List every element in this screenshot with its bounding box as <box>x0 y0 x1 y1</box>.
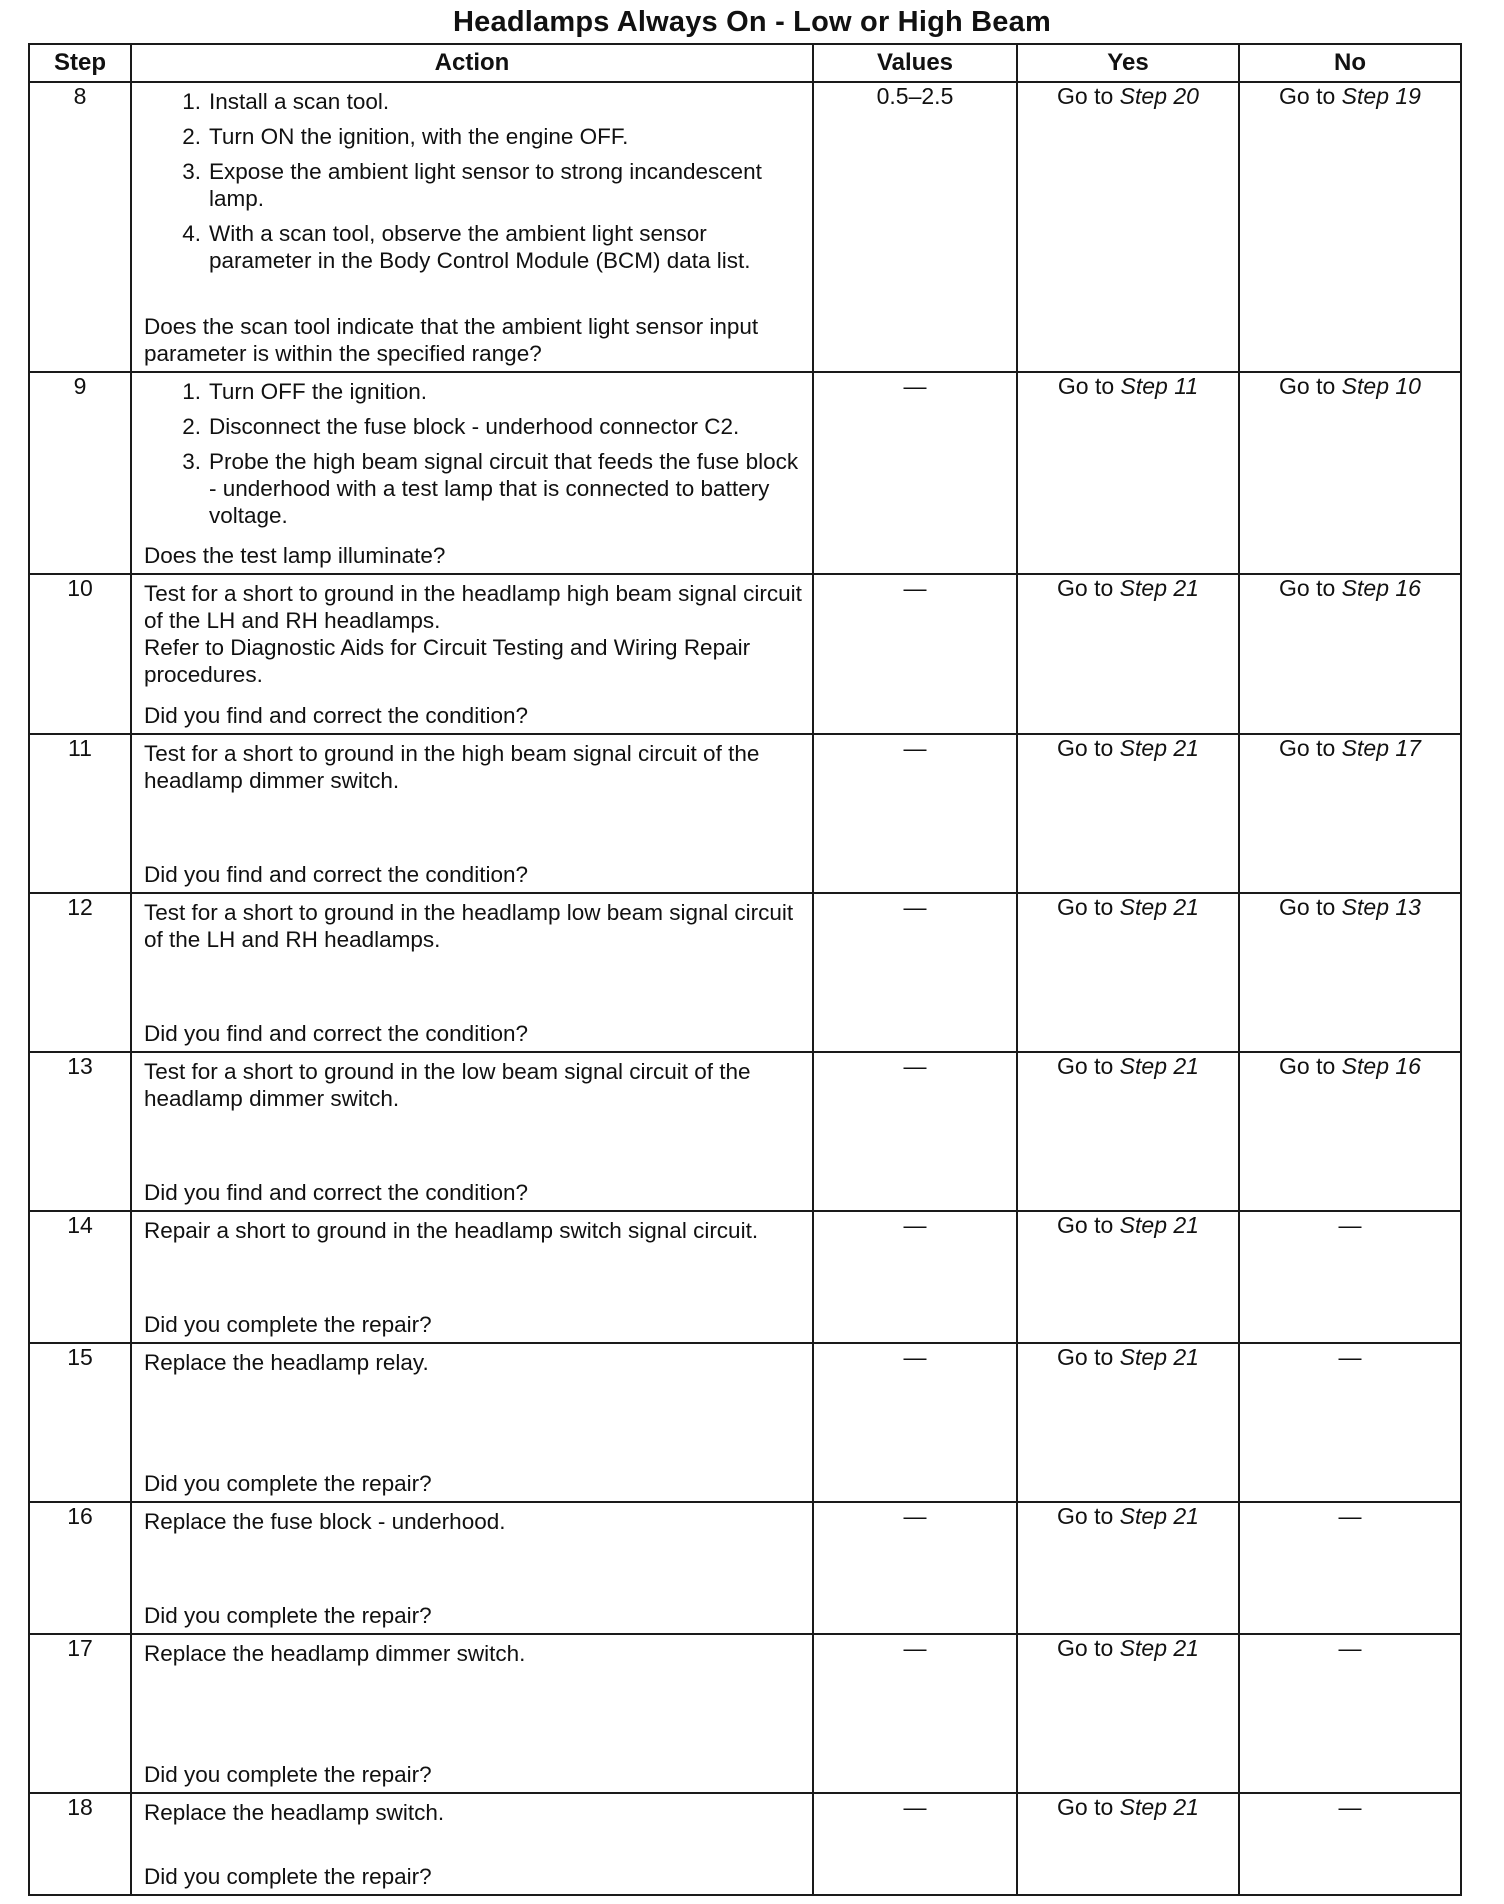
no-cell <box>1239 372 1461 574</box>
values-cell: — <box>813 574 1017 734</box>
header-action: Action <box>131 44 813 82</box>
action-step-item <box>144 123 802 150</box>
action-paragraph: Replace the headlamp dimmer switch. <box>144 1641 526 1666</box>
values-cell: — <box>813 1211 1017 1343</box>
action-step-item <box>144 448 802 529</box>
no-goto-prefix: Go to <box>1279 83 1336 109</box>
action-cell <box>131 734 813 893</box>
no-cell <box>1239 893 1461 1052</box>
no-goto-step: Step 10 <box>1341 373 1421 399</box>
table-row <box>29 1793 1461 1895</box>
action-step-text: Disconnect the fuse block - underhood connector C2. <box>209 414 740 439</box>
action-paragraph: Replace the fuse block - underhood. <box>144 1509 506 1534</box>
yes-goto-step: Step 21 <box>1119 1053 1199 1079</box>
table-row <box>29 734 1461 893</box>
table-header-row <box>29 44 1461 82</box>
action-step-number: 2. <box>182 124 201 149</box>
yes-goto-prefix: Go to <box>1057 1344 1114 1370</box>
action-question: Did you complete the repair? <box>144 1762 432 1787</box>
action-cell <box>131 1052 813 1211</box>
action-step-item <box>144 220 802 274</box>
action-instructions <box>144 740 802 794</box>
table-row <box>29 82 1461 372</box>
yes-goto-step: Step 21 <box>1119 1212 1199 1238</box>
action-step-list <box>144 88 802 274</box>
action-content <box>132 735 812 892</box>
action-step-text: Install a scan tool. <box>209 89 390 114</box>
action-content <box>132 1212 812 1342</box>
action-cell <box>131 574 813 734</box>
action-instructions <box>144 899 802 953</box>
yes-goto-step: Step 21 <box>1119 1344 1199 1370</box>
no-cell: — <box>1239 1211 1461 1343</box>
yes-cell <box>1017 1343 1239 1502</box>
action-paragraph: Replace the headlamp relay. <box>144 1350 429 1375</box>
yes-cell <box>1017 1502 1239 1634</box>
action-question: Did you find and correct the condition? <box>144 1021 528 1046</box>
step-number: 11 <box>29 734 131 893</box>
values-cell: — <box>813 1793 1017 1895</box>
no-goto-step: Step 17 <box>1341 735 1421 761</box>
values-cell: 0.5–2.5 <box>813 82 1017 372</box>
action-cell <box>131 82 813 372</box>
action-content <box>132 1635 812 1792</box>
yes-goto-step: Step 21 <box>1119 735 1199 761</box>
yes-goto-step: Step 21 <box>1119 1794 1199 1820</box>
action-step-item <box>144 413 802 440</box>
no-goto-prefix: Go to <box>1279 735 1336 761</box>
table-row <box>29 1634 1461 1793</box>
step-number: 13 <box>29 1052 131 1211</box>
yes-goto-step: Step 21 <box>1119 1503 1199 1529</box>
table-row <box>29 574 1461 734</box>
table-row <box>29 1211 1461 1343</box>
action-cell <box>131 1634 813 1793</box>
action-step-text: Probe the high beam signal circuit that feeds the fuse block - underhood with a test lamp that is connected to battery voltage. <box>209 449 799 528</box>
action-step-item <box>144 158 802 212</box>
action-question: Did you find and correct the condition? <box>144 862 528 887</box>
action-question: Did you find and correct the condition? <box>144 703 528 728</box>
yes-cell <box>1017 1793 1239 1895</box>
action-content <box>132 1344 812 1501</box>
action-step-number: 3. <box>182 449 201 474</box>
yes-goto-step: Step 21 <box>1119 575 1199 601</box>
no-goto-step: Step 13 <box>1341 894 1421 920</box>
action-step-number: 4. <box>182 221 201 246</box>
no-cell <box>1239 1052 1461 1211</box>
action-question: Does the test lamp illuminate? <box>144 543 446 568</box>
table-row <box>29 1343 1461 1502</box>
values-cell: — <box>813 1052 1017 1211</box>
action-content <box>132 575 812 733</box>
yes-cell <box>1017 734 1239 893</box>
yes-cell <box>1017 1211 1239 1343</box>
action-cell <box>131 893 813 1052</box>
no-goto-step: Step 16 <box>1341 575 1421 601</box>
no-goto-prefix: Go to <box>1279 894 1336 920</box>
action-content <box>132 1794 812 1894</box>
action-instructions <box>144 1799 802 1826</box>
step-number: 16 <box>29 1502 131 1634</box>
table-row <box>29 372 1461 574</box>
yes-goto-step: Step 21 <box>1119 1635 1199 1661</box>
action-paragraph: Test for a short to ground in the high beam signal circuit of the headlamp dimmer switch. <box>144 741 760 793</box>
yes-goto-prefix: Go to <box>1057 83 1114 109</box>
table-row <box>29 893 1461 1052</box>
action-instructions <box>144 1508 802 1535</box>
no-cell: — <box>1239 1343 1461 1502</box>
yes-cell <box>1017 1052 1239 1211</box>
no-goto-prefix: Go to <box>1279 373 1336 399</box>
yes-goto-step: Step 21 <box>1119 894 1199 920</box>
no-cell: — <box>1239 1502 1461 1634</box>
action-cell <box>131 1211 813 1343</box>
page-title: Headlamps Always On - Low or High Beam <box>453 6 1051 38</box>
yes-cell <box>1017 574 1239 734</box>
no-goto-prefix: Go to <box>1279 575 1336 601</box>
header-no: No <box>1239 44 1461 82</box>
action-step-number: 2. <box>182 414 201 439</box>
yes-goto-prefix: Go to <box>1057 1053 1114 1079</box>
action-step-item <box>144 378 802 405</box>
no-cell <box>1239 734 1461 893</box>
action-paragraph: Repair a short to ground in the headlamp switch signal circuit. <box>144 1218 759 1243</box>
action-step-item <box>144 88 802 115</box>
action-paragraph: Test for a short to ground in the low beam signal circuit of the headlamp dimmer switch. <box>144 1059 751 1111</box>
values-cell: — <box>813 893 1017 1052</box>
yes-goto-step: Step 20 <box>1119 83 1199 109</box>
action-content <box>132 83 812 371</box>
action-instructions <box>144 1058 802 1112</box>
header-yes: Yes <box>1017 44 1239 82</box>
step-number: 8 <box>29 82 131 372</box>
action-question: Did you complete the repair? <box>144 1471 432 1496</box>
action-instructions <box>144 378 802 537</box>
yes-goto-step: Step 11 <box>1120 373 1199 399</box>
step-number: 12 <box>29 893 131 1052</box>
action-cell <box>131 1502 813 1634</box>
yes-cell <box>1017 1634 1239 1793</box>
action-cell <box>131 1343 813 1502</box>
action-step-number: 3. <box>182 159 201 184</box>
action-instructions <box>144 580 802 688</box>
yes-goto-prefix: Go to <box>1057 1794 1114 1820</box>
no-goto-step: Step 16 <box>1341 1053 1421 1079</box>
action-content <box>132 1503 812 1633</box>
values-cell: — <box>813 372 1017 574</box>
yes-goto-prefix: Go to <box>1057 1212 1114 1238</box>
no-cell <box>1239 574 1461 734</box>
header-values: Values <box>813 44 1017 82</box>
step-number: 10 <box>29 574 131 734</box>
action-step-number: 1. <box>182 379 201 404</box>
action-step-list <box>144 378 802 529</box>
values-cell: — <box>813 1343 1017 1502</box>
action-question: Did you complete the repair? <box>144 1864 432 1889</box>
values-cell: — <box>813 1634 1017 1793</box>
action-paragraph: Test for a short to ground in the headlamp low beam signal circuit of the LH and RH headlamps. <box>144 900 794 952</box>
yes-goto-prefix: Go to <box>1057 735 1114 761</box>
action-content <box>132 894 812 1051</box>
action-step-text: Turn ON the ignition, with the engine OFF. <box>209 124 629 149</box>
action-question: Did you complete the repair? <box>144 1603 432 1628</box>
action-cell <box>131 1793 813 1895</box>
no-cell <box>1239 82 1461 372</box>
yes-cell <box>1017 372 1239 574</box>
action-instructions <box>144 1640 802 1667</box>
step-number: 18 <box>29 1793 131 1895</box>
action-step-text: Expose the ambient light sensor to strong incandescent lamp. <box>209 159 762 211</box>
no-cell: — <box>1239 1793 1461 1895</box>
step-number: 14 <box>29 1211 131 1343</box>
action-instructions <box>144 88 802 282</box>
yes-goto-prefix: Go to <box>1057 575 1114 601</box>
action-content <box>132 373 812 573</box>
table-row <box>29 1052 1461 1211</box>
values-cell: — <box>813 734 1017 893</box>
action-content <box>132 1053 812 1210</box>
action-question: Did you find and correct the condition? <box>144 1180 528 1205</box>
action-paragraph: Replace the headlamp switch. <box>144 1800 445 1825</box>
action-instructions <box>144 1349 802 1376</box>
action-step-number: 1. <box>182 89 201 114</box>
no-cell: — <box>1239 1634 1461 1793</box>
action-step-text: Turn OFF the ignition. <box>209 379 428 404</box>
yes-cell <box>1017 82 1239 372</box>
no-goto-step: Step 19 <box>1341 83 1421 109</box>
table-row <box>29 1502 1461 1634</box>
step-number: 9 <box>29 372 131 574</box>
action-question: Does the scan tool indicate that the ambient light sensor input parameter is within the specified range? <box>144 314 759 366</box>
action-question: Did you complete the repair? <box>144 1312 432 1337</box>
no-goto-prefix: Go to <box>1279 1053 1336 1079</box>
action-paragraph: Refer to Diagnostic Aids for Circuit Testing and Wiring Repair procedures. <box>144 635 751 687</box>
action-instructions <box>144 1217 802 1244</box>
yes-goto-prefix: Go to <box>1057 1503 1114 1529</box>
table-body <box>29 82 1461 1895</box>
yes-goto-prefix: Go to <box>1057 373 1115 399</box>
header-step: Step <box>29 44 131 82</box>
values-cell: — <box>813 1502 1017 1634</box>
yes-goto-prefix: Go to <box>1057 894 1114 920</box>
action-paragraph: Test for a short to ground in the headlamp high beam signal circuit of the LH and RH headlamps. <box>144 581 802 633</box>
yes-cell <box>1017 893 1239 1052</box>
action-cell <box>131 372 813 574</box>
action-step-text: With a scan tool, observe the ambient light sensor parameter in the Body Control Module (BCM) data list. <box>209 221 751 273</box>
yes-goto-prefix: Go to <box>1057 1635 1114 1661</box>
diagnostic-table <box>28 43 1462 1896</box>
step-number: 17 <box>29 1634 131 1793</box>
step-number: 15 <box>29 1343 131 1502</box>
